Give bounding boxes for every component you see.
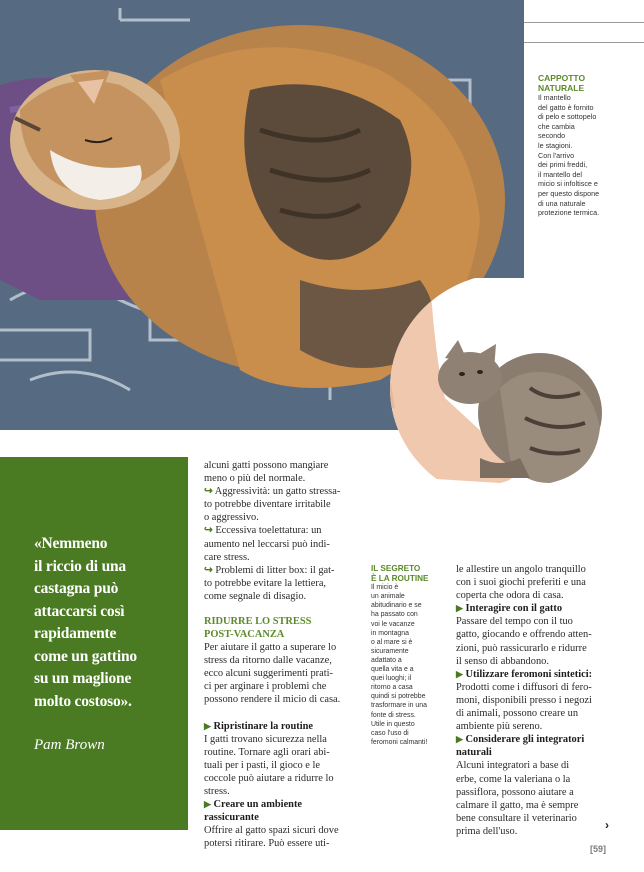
mini-text: Il micio è un animale abitudinario e se ha passato con voi le vacanze in montagna o al mare si è sicuramente adattato a quella vita e a quei luoghi; il ritorno a casa quindi si potrebbe trasformare in una fonte di stress. Utile in questo caso l'uso di feromoni calmanti! <box>371 584 428 746</box>
subheading: ▶ Creare un ambiente rassicurante <box>204 799 303 824</box>
pull-quote: «Nemmeno il riccio di una castagna può attaccarsi così rapidamente come un gattino su un maglione molto costoso». <box>34 535 137 710</box>
sidebar-title-1: CAPPOTTO <box>538 73 586 83</box>
arrow-icon: ↪ <box>204 525 213 537</box>
triangle-icon: ▶ <box>204 720 211 731</box>
section-title: RIDURRE LO STRESS <box>204 616 312 628</box>
sidebar-text: Il mantello del gatto è fornito di pelo e sottopelo che cambia secondo le stagioni. Con l'arrivo dei primi freddi, il mantello del micio si infoltisce e per questo dispone di una naturale protezione termica. <box>538 93 600 218</box>
top-rule <box>524 22 644 23</box>
mini-title-1: IL SEGRETO <box>371 564 421 573</box>
subheading: ▶ Considerare gli integratori <box>456 734 585 746</box>
sidebar-title-2: NATURALE <box>538 83 585 93</box>
routine-sidebar <box>371 564 443 747</box>
subheading: ▶ Ripristinare la routine <box>204 720 314 732</box>
mini-title-2: È LA ROUTINE <box>371 573 429 583</box>
quote-box <box>0 457 188 830</box>
subheading: ▶ Utilizzare feromoni sintetici: <box>456 668 593 680</box>
triangle-icon: ▶ <box>456 603 463 614</box>
article-column-2: alcuni gatti possono mangiare meno o più del normale. ↪ Aggressività: un gatto stressa- to potrebbe diventare irritabile o aggressivo. ↪ Eccessiva toelettatura: un aumento nel leccarsi può indi- care stress. ↪ Problemi di litter box: il gat- to potrebbe evitare la lettiera, come segnale di disagio. RIDURRE LO STRESS POST-VACANZA Per aiutare il gatto a superare lo stress da ritorno dalle vacanze, ecco alcuni suggerimenti prati- ci per arginare i problemi che possono rendere il micio di casa. ▶ Ripristinare la routine I gatti trovano sicurezza nella routine. Tornare agli orari abi- tuali per i pasti, il gioco e le coccole può aiutare a ridurre lo stress. ▶ Creare un ambiente rassicurante Offrire al gatto spazi sicuri dove potersi ritirare. Può essere uti- <box>204 459 356 850</box>
top-rule-2 <box>524 42 644 43</box>
triangle-icon: ▶ <box>456 734 463 745</box>
natural-coat-sidebar <box>538 73 638 218</box>
quote-author: Pam Brown <box>34 737 105 753</box>
article-column-3: le allestire un angolo tranquillo con i suoi giochi preferiti e una coperta che odora di casa. ▶ Interagire con il gatto Passare del tempo con il tuo gatto, giocando e offrendo atten- zioni, può rassicurarlo e ridurre il senso di abbandono. ▶ Utilizzare feromoni sintetici: Prodotti come i diffusori di fero- moni, disponibili presso i negozi di animali, possono creare un ambiente più sereno. ▶ Considerare gli integratori naturali Alcuni integratori a base di erbe, come la valeriana o la passiflora, possono aiutare a calmare il gatto, ma è sempre bene consultare il veterinario prima dell'uso. <box>456 563 612 838</box>
subheading: ▶ Interagire con il gatto <box>456 603 563 615</box>
arrow-icon: ↪ <box>204 486 213 498</box>
kitten-foot-photo <box>350 278 610 498</box>
triangle-icon: ▶ <box>456 668 463 679</box>
triangle-icon: ▶ <box>204 799 211 810</box>
section-title-2: POST-VACANZA <box>204 628 285 640</box>
page-number: [59] <box>590 844 607 854</box>
end-mark: › <box>605 818 609 832</box>
arrow-icon: ↪ <box>204 564 213 576</box>
